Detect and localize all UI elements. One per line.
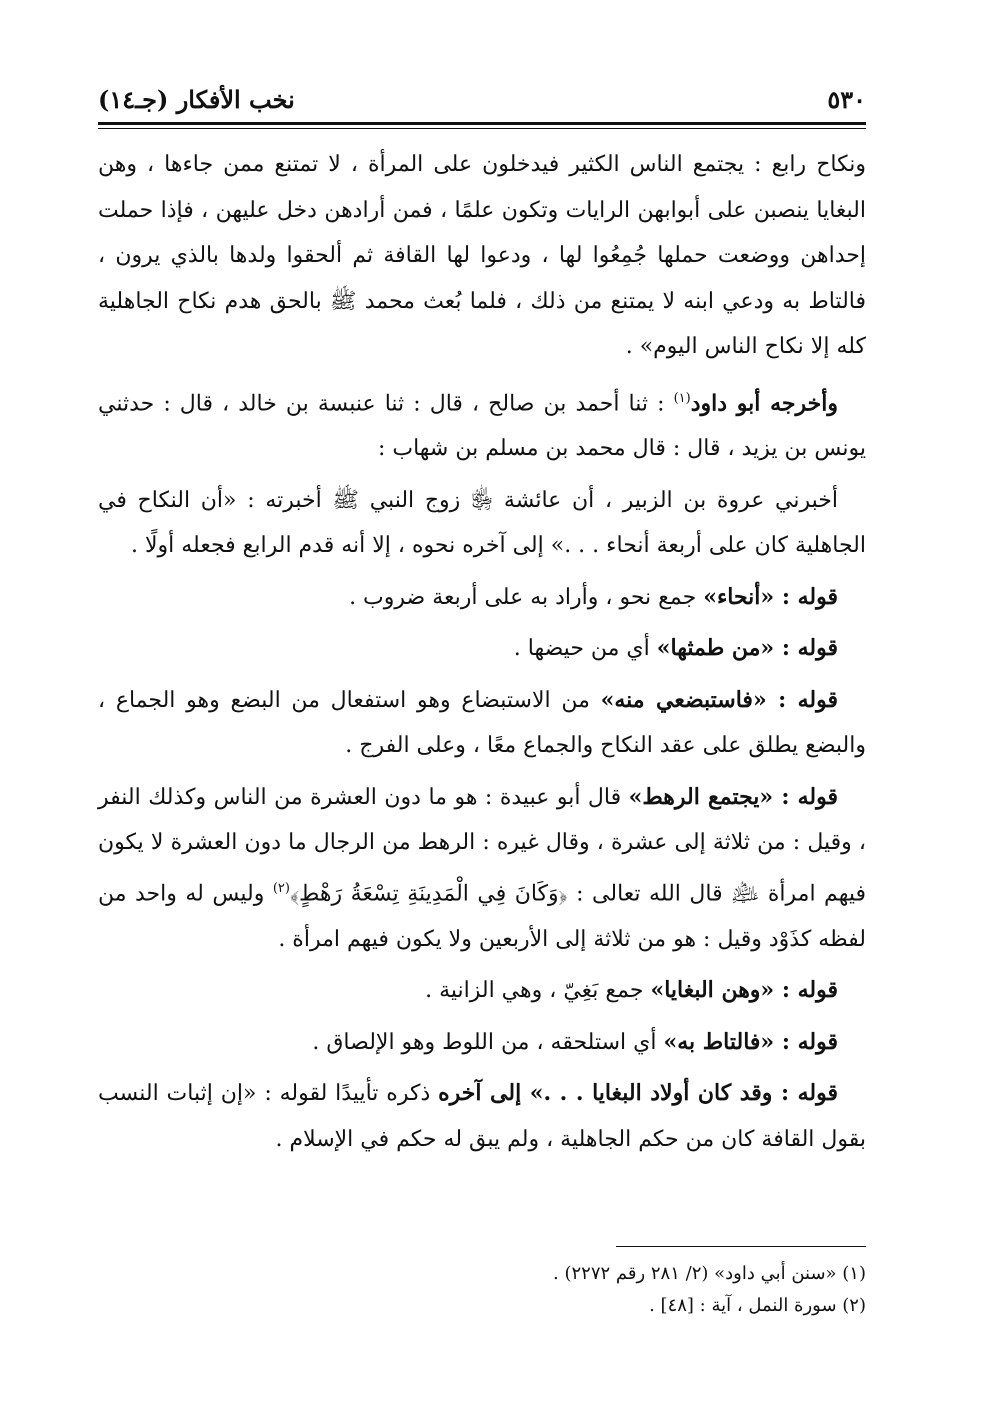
paragraph-text: أي استلحقه ، من اللوط وهو الإلصاق .	[312, 1029, 657, 1055]
paragraph	[98, 678, 866, 769]
paragraph-lead: قوله : «فالتاط به»	[663, 1028, 838, 1055]
footnotes	[98, 1258, 866, 1322]
paragraph-lead: قوله : «وهن البغايا»	[650, 977, 838, 1004]
paragraph-text: جمع نحو ، وأراد به على أربعة ضروب .	[349, 584, 697, 610]
paragraph	[98, 968, 866, 1014]
paragraph-text: : ثنا أحمد بن صالح ، قال : ثنا عنبسة بن خالد ، قال : حدثني يونس بن يزيد ، قال : قال محمد بن مسلم بن شهاب :	[98, 390, 866, 462]
footnote-ref[interactable]: (١)	[673, 390, 691, 406]
footnote-separator	[616, 1246, 866, 1247]
paragraph	[98, 626, 866, 672]
paragraph-lead: قوله : «يجتمع الرهط»	[628, 783, 839, 810]
paragraph-lead: قوله : «من طمثها»	[656, 635, 838, 662]
header-rule	[98, 122, 866, 125]
paragraph-text: قال أبو عبيدة : هو ما دون العشرة من الناس وكذلك النفر ، وقيل : من ثلاثة إلى عشرة ، وقال غيره : الرهط من الرجال ما دون العشرة لا يكون فيهم امرأة ﵇ قال الله تعالى : ﴿وَكَانَ فِي الْمَدِينَةِ تِسْعَةُ رَهْطٍ﴾	[98, 784, 866, 907]
footnote: (٢) سورة النمل ، آية : [٤٨] .	[649, 1295, 866, 1316]
paragraph	[98, 1020, 866, 1066]
paragraph	[98, 775, 866, 962]
paragraph	[98, 142, 866, 370]
paragraph	[98, 575, 866, 621]
footnote-ref[interactable]: (٢)	[272, 880, 290, 896]
paragraph-lead: قوله : وقد كان أولاد البغايا . . .» إلى آخره	[438, 1080, 838, 1107]
paragraph-text: ذكره تأييدًا لقوله : «إن إثبات النسب بقول القافة كان من حكم الجاهلية ، ولم يبق له حكم في الإسلام .	[98, 1081, 866, 1152]
paragraph-lead: قوله : «فاستبضعي منه»	[600, 686, 838, 713]
paragraph-text: أخبرني عروة بن الزبير ، أن عائشة ﵂ زوج النبي ﷺ أخبرته : «أن النكاح في الجاهلية كان على أربعة أنحاء . . .» إلى آخره نحوه ، إلا أنه قدم الرابع فجعله أولًا .	[98, 487, 866, 559]
page-header	[98, 74, 866, 114]
paragraph-lead: وأخرجه أبو داود	[690, 389, 838, 416]
footnote: (١) «سنن أبي داود» (٢/ ٢٨١ رقم ٢٢٧٢) .	[553, 1263, 866, 1284]
paragraph-lead: قوله : «أنحاء»	[703, 583, 838, 610]
running-title: نخب الأفكار (جـ١٤)	[98, 85, 295, 114]
page-number: ٥٣٠	[827, 85, 866, 114]
paragraph-text: ونكاح رابع : يجتمع الناس الكثير فيدخلون على المرأة ، لا تمتنع ممن جاءها ، وهن البغايا ينصبن على أبوابهن الرايات وتكون علمًا ، فمن أرادهن دخل عليهن ، فإذا حملت إحداهن ووضعت حملها جُمِعُوا لها ، ودعوا لها القافة ثم ألحقوا ولدها بالذي يرون ، فالتاط به ودعي ابنه لا يمتنع من ذلك ، فلما بُعث محمد ﷺ بالحق هدم نكاح الجاهلية كله إلا نكاح الناس اليوم» .	[98, 152, 866, 359]
header-rule-thin	[98, 128, 866, 129]
paragraph-text: أي من حيضها .	[513, 636, 650, 662]
paragraph-text: جمع بَغِيّ ، وهي الزانية .	[425, 978, 644, 1004]
paragraph-text: من الاستبضاع وهو استفعال من البضع وهو الجماع ، والبضع يطلق على عقد النكاح والجماع معًا ، وعلى الفرج .	[98, 687, 866, 759]
main-text	[98, 142, 866, 1168]
paragraph	[98, 478, 866, 569]
paragraph	[98, 376, 866, 472]
paragraph	[98, 1071, 866, 1162]
paragraph-text: وليس له واحد من لفظه كذَوْد وقيل : هو من ثلاثة إلى الأربعين ولا يكون فيهم امرأة .	[98, 881, 866, 952]
